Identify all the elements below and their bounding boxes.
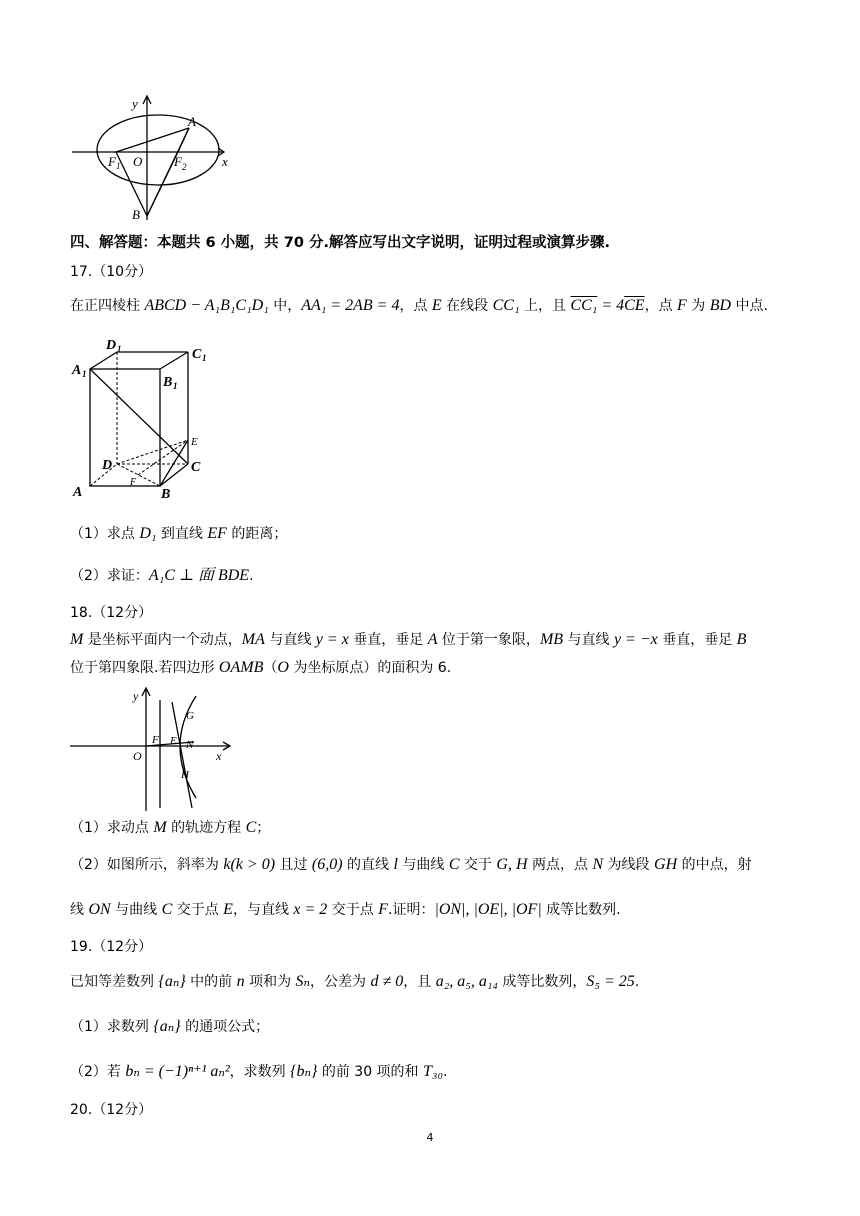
q18-part2-text: 交于点 — [327, 902, 379, 918]
label-f1: F — [108, 154, 116, 169]
q18-math: OAMB — [218, 659, 264, 676]
q18-text: 位于第一象限， — [437, 632, 540, 648]
ellipse-figure — [68, 92, 238, 224]
label-b1: B — [163, 375, 173, 390]
q19-text: ，公差为 — [310, 974, 371, 990]
q18-part2-text: 与曲线 — [397, 857, 449, 873]
label-h: H — [181, 769, 189, 781]
page-number: 4 — [426, 1131, 434, 1144]
ellipse-curve — [97, 115, 219, 185]
q18-text: 垂直，垂足 — [657, 632, 737, 648]
edge-a1-d1 — [90, 352, 117, 369]
q18-part2-math: x = 2 — [293, 901, 328, 918]
q18-part2-text: 线 — [70, 902, 89, 918]
q18-part1-math: M — [153, 819, 167, 836]
q19-number: 19.（12分） — [70, 939, 153, 955]
q19-part2-text: ，求数列 — [229, 1064, 291, 1080]
q18-math: MB — [539, 631, 564, 648]
q19-text: 中的前 — [185, 974, 237, 990]
q18-text: 位于第四象限.若四边形 — [70, 660, 219, 676]
label-y: y — [132, 96, 138, 111]
edge-b-c — [160, 464, 188, 486]
label-f: F — [152, 734, 159, 746]
q18-math: A — [427, 631, 438, 648]
q17-stem-math: = 4 — [597, 297, 625, 314]
prism-figure — [70, 336, 220, 502]
q19-math: Sₙ — [295, 973, 311, 990]
q19-math: a₂, a₅, a₁₄ — [435, 973, 498, 990]
q18-part2-text: 两点，点 — [527, 857, 593, 873]
q18-text: 为坐标原点）的面积为 6. — [288, 660, 452, 676]
q18-part2-text: 且过 — [275, 857, 312, 873]
label-c1: C — [192, 347, 202, 362]
q18-part2-math: F — [378, 901, 388, 918]
q18-part2-text: .证明： — [388, 902, 435, 918]
q18-part2-text: （2）如图所示，斜率为 — [70, 857, 224, 873]
q17-part2-text: . — [249, 568, 254, 584]
label-d1-sub: 1 — [117, 344, 122, 354]
q17-part1-text: （1）求点 — [70, 526, 140, 542]
q17-stem-math: ABCD − A₁B₁C₁D₁ — [144, 297, 269, 314]
q17-part2-text: （2）求证： — [70, 568, 149, 584]
label-b: B — [132, 207, 140, 222]
q18-number: 18.（12分） — [70, 605, 153, 621]
q17-stem — [70, 296, 768, 316]
label-a: A — [188, 114, 196, 129]
q18-part2-math: C — [161, 901, 173, 918]
q18-part2-text: 交于 — [459, 857, 497, 873]
section-heading: 四、解答题：本题共 6 小题，共 70 分.解答应写出文字说明，证明过程或演算步骤. — [70, 235, 610, 251]
q18-text: （ — [263, 660, 278, 676]
q19-text: . — [634, 974, 640, 990]
q17-part1-math: EF — [207, 525, 227, 542]
q18-part2-math: E — [223, 901, 233, 918]
q18-math: y = x — [315, 631, 349, 648]
q18-math: M — [70, 631, 84, 648]
q19-part2 — [70, 1062, 448, 1082]
label-a1: A — [72, 363, 82, 378]
q18-part2-math: C — [448, 856, 460, 873]
q17-stem-text: 为 — [686, 298, 710, 314]
q17-stem-math: CC₁ — [492, 297, 520, 314]
q17-stem-math: BD — [709, 297, 732, 314]
q17-part2-math: A₁C ⊥ 面 BDE — [148, 567, 250, 584]
label-e: E — [170, 735, 177, 747]
label-d1: D — [106, 338, 117, 353]
q19-text: 已知等差数列 — [70, 974, 159, 990]
q18-part2-text: 交于点 — [172, 902, 224, 918]
q17-number: 17.（10分） — [70, 264, 153, 280]
q19-part1-text: （1）求数列 — [70, 1019, 154, 1035]
q17-part1-math: D₁ — [139, 525, 157, 542]
q17-stem-text: 中点. — [731, 298, 768, 314]
q19-text: ，且 — [403, 974, 436, 990]
segment-b-e — [160, 440, 188, 486]
q19-part2-text: . — [443, 1064, 448, 1080]
q18-text: 垂直，垂足 — [348, 632, 428, 648]
label-a: A — [73, 485, 83, 500]
q20-number: 20.（12分） — [70, 1102, 153, 1118]
q17-vector-cc1: CC₁ — [570, 297, 598, 314]
label-b: B — [161, 487, 171, 502]
q18-part2-text: 与曲线 — [110, 902, 162, 918]
q18-part1-text: 的轨迹方程 — [166, 820, 246, 836]
edge-b1-c1 — [160, 352, 188, 369]
q18-part1 — [70, 818, 270, 838]
q18-part1-math: C — [245, 819, 257, 836]
q17-part1 — [70, 524, 287, 544]
q19-part2-math: T₃₀ — [423, 1063, 444, 1080]
q19-part1 — [70, 1017, 269, 1037]
q18-math: O — [277, 659, 289, 676]
q18-math: y = −x — [613, 631, 658, 648]
q18-part2-text: ，与直线 — [232, 902, 294, 918]
label-f2-sub: 2 — [182, 162, 187, 172]
q17-part1-text: 到直线 — [156, 526, 208, 542]
q18-text: 是坐标平面内一个动点， — [83, 632, 242, 648]
q19-text: 项和为 — [244, 974, 296, 990]
q18-math: MA — [241, 631, 265, 648]
label-origin: O — [133, 154, 143, 169]
label-d: D — [102, 458, 113, 473]
q19-math: n — [236, 973, 245, 990]
label-x: x — [222, 154, 228, 169]
label-f: F — [130, 477, 137, 488]
q19-math: d ≠ 0 — [370, 973, 404, 990]
q19-part1-text: 的通项公式； — [180, 1019, 270, 1035]
label-e: E — [191, 436, 198, 448]
q19-part2-math: bₙ = (−1)ⁿ⁺¹ aₙ² — [125, 1063, 230, 1080]
label-f1-sub: 1 — [116, 161, 121, 171]
label-c: C — [191, 460, 201, 475]
q18-part2-math: l — [393, 856, 398, 873]
label-b1-sub: 1 — [173, 381, 178, 391]
q19-math: S₅ = 25 — [586, 973, 635, 990]
hidden-segment-d-e — [117, 440, 188, 464]
q18-text: 与直线 — [563, 632, 614, 648]
q17-vector-ce: $\overline{CE}$ — [624, 297, 645, 314]
q18-part1-text: （1）求动点 — [70, 820, 154, 836]
q18-part2-math: |ON|, |OE|, |OF| — [434, 901, 542, 918]
q19-text: 成等比数列， — [497, 974, 587, 990]
q18-line1 — [70, 630, 746, 650]
q18-part2-math: N — [592, 856, 604, 873]
q18-part2-math: G, H — [496, 856, 528, 873]
q19-part2-text: （2）若 — [70, 1064, 126, 1080]
segment-f1-a — [116, 128, 189, 152]
q18-part2-line2 — [70, 900, 621, 920]
q18-part2-math: (6,0) — [311, 856, 343, 873]
q18-part2-math: ON — [88, 901, 111, 918]
label-a1-sub: 1 — [82, 369, 87, 379]
q19-stem — [70, 972, 639, 992]
q17-stem-text: ，点 — [399, 298, 432, 314]
q18-part2-text: 成等比数列. — [541, 902, 621, 918]
q18-part2-math: k(k > 0) — [223, 856, 276, 873]
q17-part1-text: 的距离； — [226, 526, 288, 542]
label-origin: O — [133, 749, 142, 763]
q17-stem-math: F — [677, 297, 687, 314]
label-g: G — [186, 710, 194, 722]
label-c1-sub: 1 — [202, 353, 207, 363]
q18-part2-line1 — [70, 855, 752, 875]
q18-part2-text: 的中点，射 — [677, 857, 752, 873]
q18-part1-text: ； — [256, 820, 271, 836]
q19-part1-math: {aₙ} — [153, 1018, 181, 1035]
q19-math: {aₙ} — [158, 973, 186, 990]
parabola-figure — [68, 684, 236, 814]
q18-math: B — [736, 631, 747, 648]
q18-part2-text: 为线段 — [603, 857, 655, 873]
q18-part2-math: GH — [654, 856, 678, 873]
label-n: N — [186, 739, 194, 751]
q17-stem-math: AA₁ = 2AB = 4 — [301, 297, 400, 314]
q17-stem-text: 中， — [268, 298, 302, 314]
label-x: x — [216, 749, 222, 763]
q18-text: 与直线 — [264, 632, 316, 648]
q17-stem-text: ，点 — [644, 298, 678, 314]
label-y: y — [133, 689, 139, 703]
q17-stem-math: E — [431, 297, 442, 314]
label-f2: F — [174, 154, 182, 169]
q18-part2-text: 的直线 — [342, 857, 394, 873]
q17-part2 — [70, 566, 254, 586]
q17-stem-text: 在线段 — [441, 298, 493, 314]
q17-stem-text: 在正四棱柱 — [70, 298, 145, 314]
q19-part2-math: {bₙ} — [290, 1063, 318, 1080]
q17-stem-text: 上，且 — [519, 298, 571, 314]
q19-part2-text: 的前 30 项的和 — [317, 1064, 424, 1080]
q18-line2 — [70, 658, 451, 678]
